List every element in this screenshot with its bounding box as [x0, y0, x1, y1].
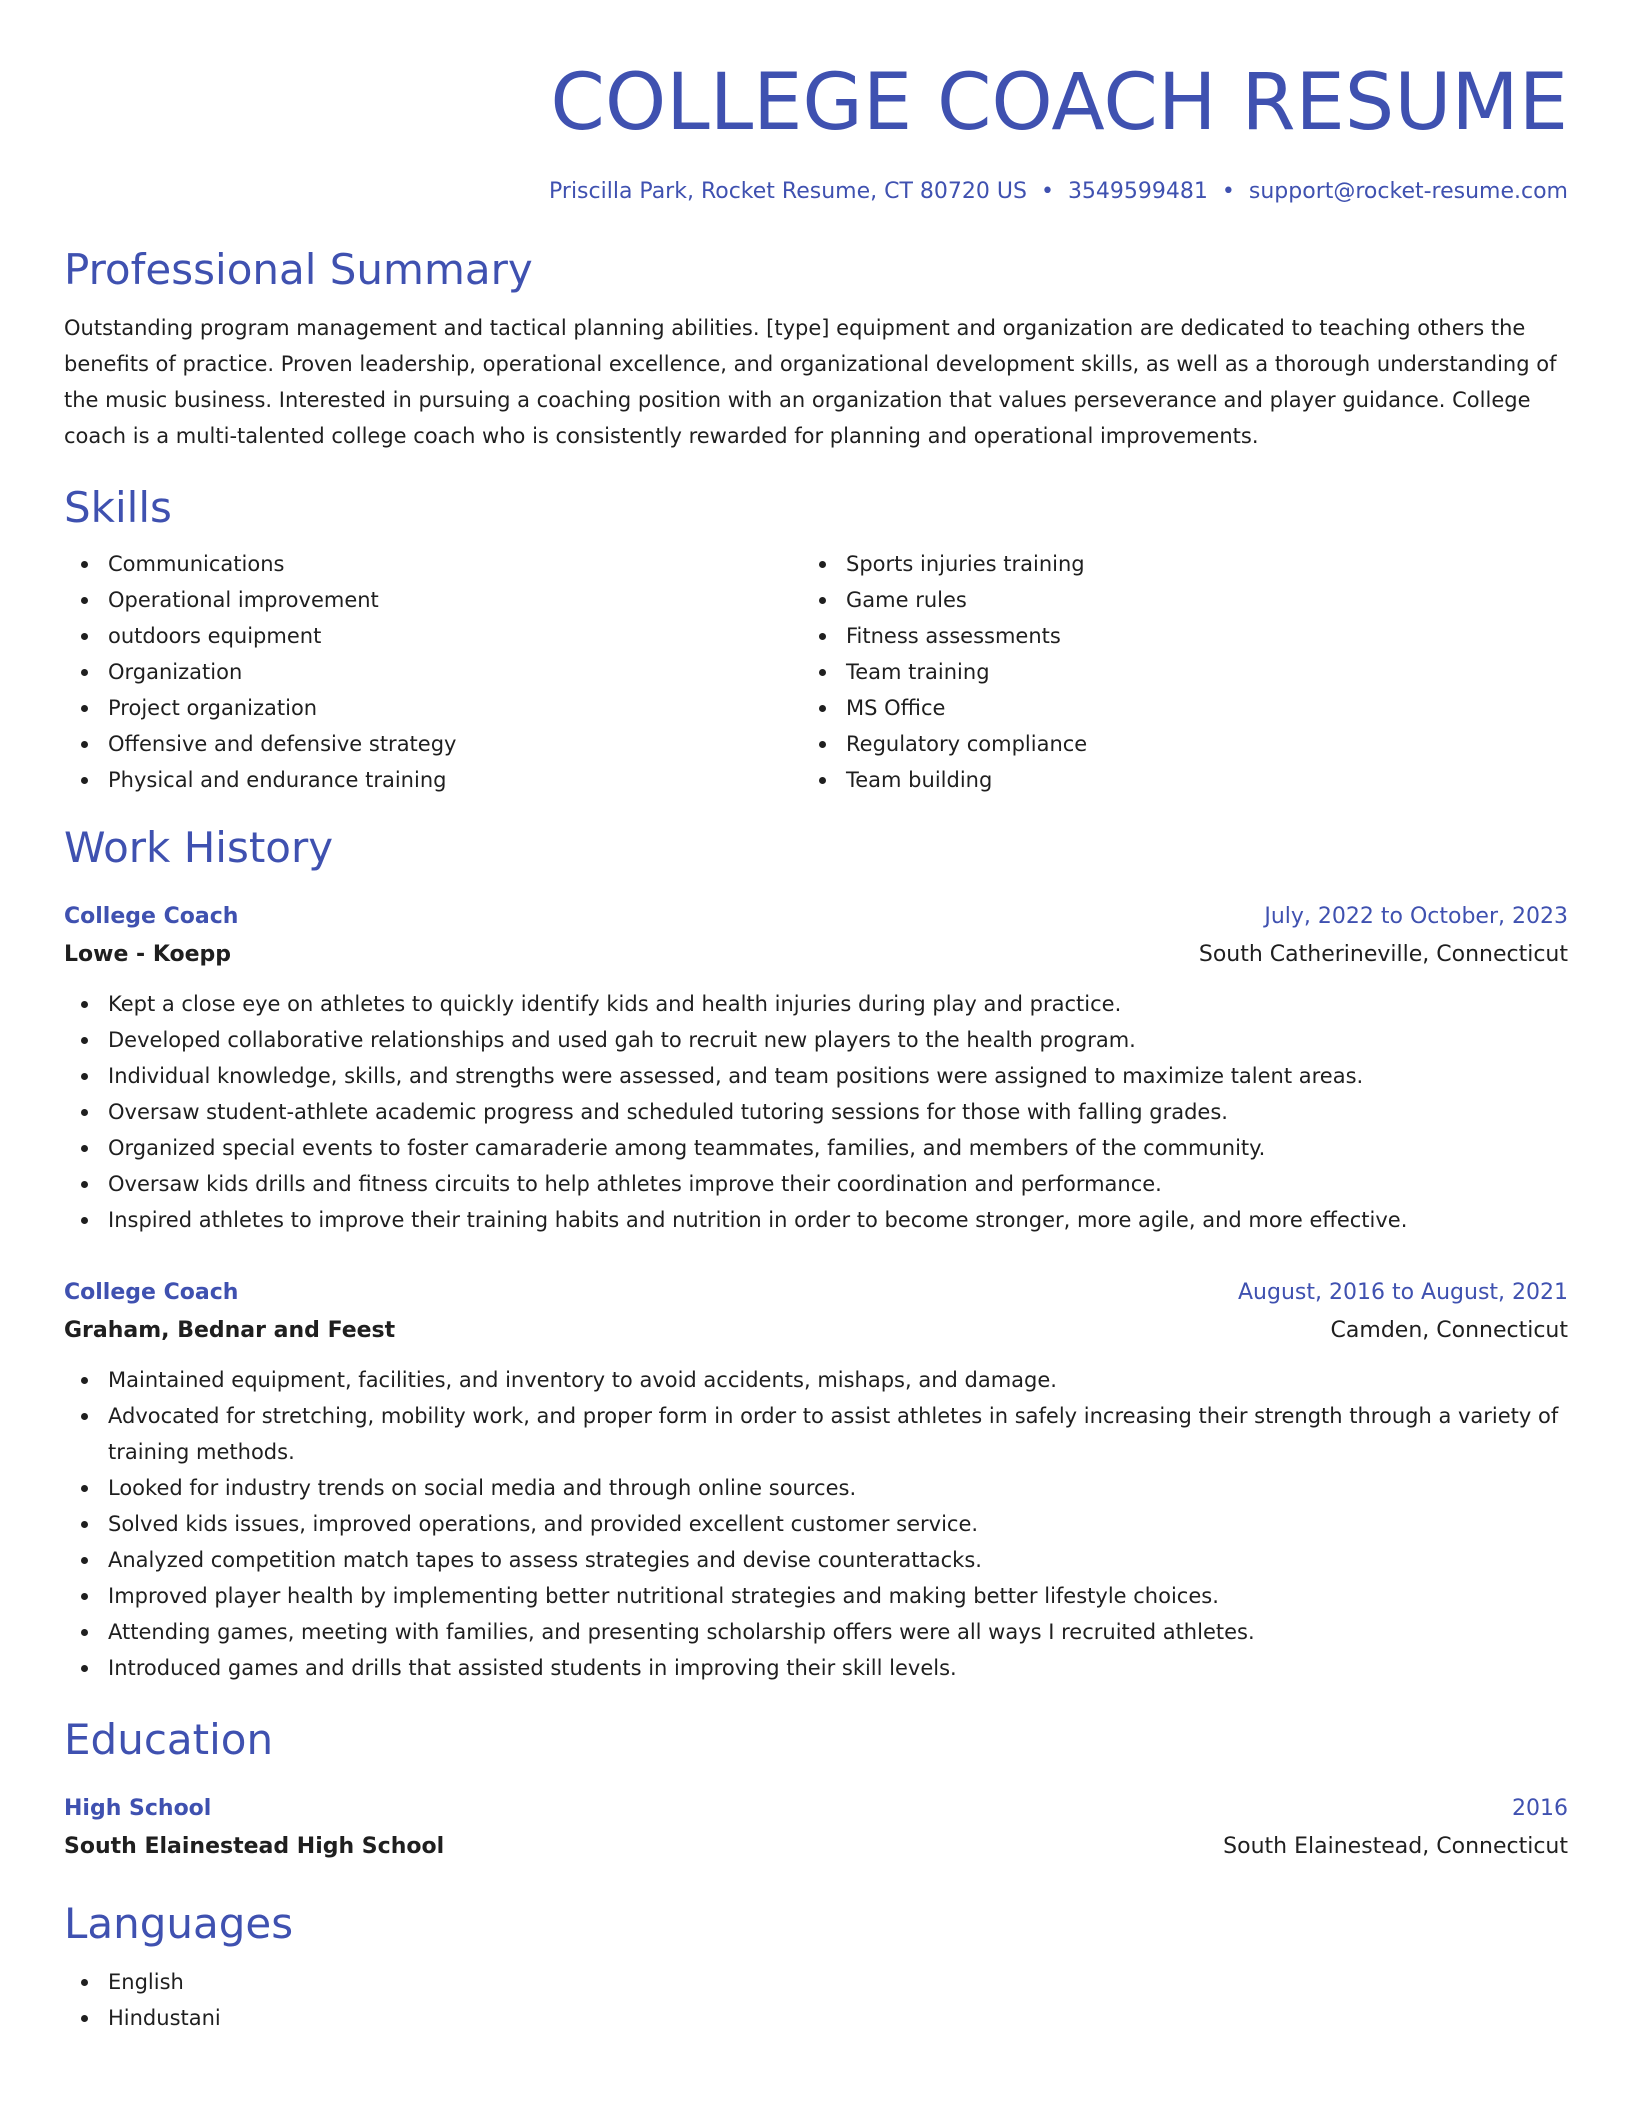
- section-heading: Skills: [64, 483, 172, 532]
- skill-item: Team training: [846, 654, 1540, 690]
- resume-title: COLLEGE COACH RESUME: [550, 58, 1568, 148]
- job-title: College Coach: [64, 904, 239, 929]
- contact-line: [64, 174, 1568, 210]
- skill-item: Game rules: [846, 582, 1540, 618]
- section-heading: Education: [64, 1715, 274, 1764]
- school-location: South Elainestead, Connecticut: [1223, 1834, 1568, 1859]
- job-bullet: Developed collaborative relationships and used gah to recruit new players to the health program.: [108, 1022, 1568, 1058]
- skills-columns: [64, 546, 1568, 798]
- skill-item: Regulatory compliance: [846, 726, 1540, 762]
- skills-column-left: [64, 546, 802, 798]
- job-bullet: Kept a close eye on athletes to quickly identify kids and health injuries during play and practice.: [108, 986, 1568, 1022]
- language-item: English: [108, 1964, 1568, 2000]
- section-heading: Languages: [64, 1899, 294, 1948]
- job-dates: August, 2016 to August, 2021: [1238, 1280, 1568, 1305]
- contact-separator: •: [1221, 179, 1235, 204]
- job-bullet: Organized special events to foster camaraderie among teammates, families, and members of the community.: [108, 1130, 1568, 1166]
- company-name: Graham, Bednar and Feest: [64, 1318, 396, 1343]
- section-heading: Work History: [64, 823, 334, 872]
- job-bullet: Solved kids issues, improved operations, and provided excellent customer service.: [108, 1506, 1568, 1542]
- job-bullet: Oversaw kids drills and fitness circuits to help athletes improve their coordination and performance.: [108, 1166, 1568, 1202]
- job-bullet: Attending games, meeting with families, and presenting scholarship offers were all ways I recruited athletes.: [108, 1614, 1568, 1650]
- school-name: South Elainestead High School: [64, 1834, 445, 1859]
- skill-item: Organization: [108, 654, 802, 690]
- job-bullet: Maintained equipment, facilities, and inventory to avoid accidents, mishaps, and damage.: [108, 1362, 1568, 1398]
- job-location: Camden, Connecticut: [1330, 1318, 1568, 1343]
- skill-item: Fitness assessments: [846, 618, 1540, 654]
- skill-item: Offensive and defensive strategy: [108, 726, 802, 762]
- job-title: College Coach: [64, 1280, 239, 1305]
- skill-item: Sports injuries training: [846, 546, 1540, 582]
- skill-item: Operational improvement: [108, 582, 802, 618]
- job-bullet: Looked for industry trends on social media and through online sources.: [108, 1470, 1568, 1506]
- job-bullet: Analyzed competition match tapes to assess strategies and devise counterattacks.: [108, 1542, 1568, 1578]
- education-section: [64, 1712, 1568, 1866]
- skill-item: Team building: [846, 762, 1540, 798]
- skill-item: MS Office: [846, 690, 1540, 726]
- job-bullet: Improved player health by implementing better nutritional strategies and making better lifestyle choices.: [108, 1578, 1568, 1614]
- job-bullet: Individual knowledge, skills, and strengths were assessed, and team positions were assigned to maximize talent areas.: [108, 1058, 1568, 1094]
- language-item: Hindustani: [108, 2000, 1568, 2036]
- skill-item: outdoors equipment: [108, 618, 802, 654]
- job-bullet: Introduced games and drills that assisted students in improving their skill levels.: [108, 1650, 1568, 1686]
- professional-summary-section: [64, 242, 1568, 454]
- skills-section: [64, 480, 1568, 798]
- contact-phone: 3549599481: [1067, 179, 1208, 204]
- skill-item: Physical and endurance training: [108, 762, 802, 798]
- education-entry: [64, 1790, 1568, 1866]
- section-heading: Professional Summary: [64, 245, 533, 294]
- contact-email: support@rocket-resume.com: [1248, 179, 1568, 204]
- summary-text: Outstanding program management and tactical planning abilities. [type] equipment and organization are dedicated to teaching others the benefits of practice. Proven leadership, operational excellence, and organizational development skills, as well as a thorough understanding of the music business. Interested in pursuing a coaching position with an organization that values perseverance and player guidance. College coach is a multi-talented college coach who is consistently rewarded for planning and operational improvements.: [64, 316, 1557, 448]
- skill-item: Communications: [108, 546, 802, 582]
- job-bullet: Inspired athletes to improve their training habits and nutrition in order to become stronger, more agile, and more effective.: [108, 1202, 1568, 1238]
- job-entry: [64, 898, 1568, 1238]
- graduation-year: 2016: [1512, 1796, 1568, 1821]
- job-bullet: Advocated for stretching, mobility work, and proper form in order to assist athletes in safely increasing their strength through a variety of training methods.: [108, 1398, 1568, 1470]
- skill-item: Project organization: [108, 690, 802, 726]
- contact-address: Priscilla Park, Rocket Resume, CT 80720 US: [549, 179, 1027, 204]
- company-name: Lowe - Koepp: [64, 942, 232, 967]
- skills-column-right: [802, 546, 1540, 798]
- job-location: South Catherineville, Connecticut: [1198, 942, 1568, 967]
- languages-section: [64, 1896, 1568, 2036]
- degree: High School: [64, 1796, 212, 1821]
- job-bullet: Oversaw student-athlete academic progress and scheduled tutoring sessions for those with falling grades.: [108, 1094, 1568, 1130]
- work-history-section: [64, 820, 1568, 1686]
- contact-separator: •: [1040, 179, 1054, 204]
- job-dates: July, 2022 to October, 2023: [1264, 904, 1568, 929]
- job-entry: [64, 1274, 1568, 1686]
